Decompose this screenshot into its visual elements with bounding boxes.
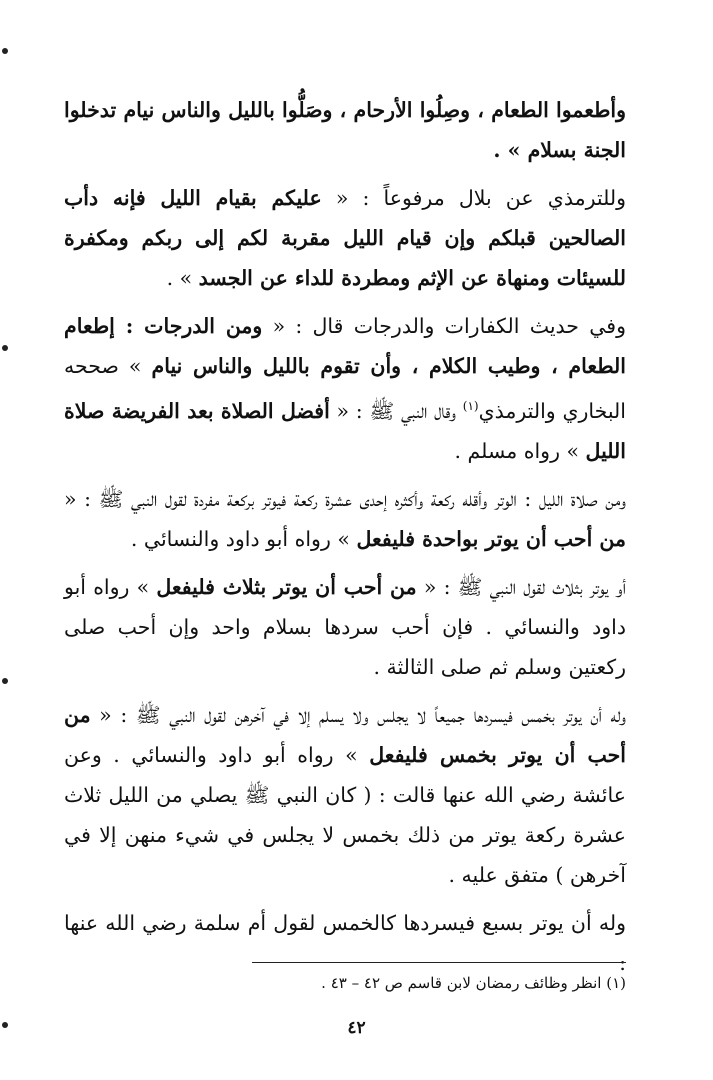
page-number: ٤٢ <box>347 1018 366 1038</box>
paragraph <box>64 567 626 687</box>
footnote: (١) انظر وظائف رمضان لابن قاسم ص ٤٢ – ٤٣ . <box>321 974 626 992</box>
hadith-quote: أفضل الصلاة بعد الفريضة صلاة الليل <box>64 398 626 463</box>
footnote-divider <box>252 962 626 963</box>
margin-mark <box>2 678 8 684</box>
hadith-quote: وأطعموا الطعام ، وصِلُوا الأرحام ، وصَلُّوا بالليل والناس نيام تدخلوا الجنة بسلام » . <box>64 98 626 162</box>
hadith-quote: من أحب أن يوتر بثلاث فليفعل <box>156 574 417 599</box>
hadith-quote: من أحب أن يوتر بخمس فليفعل <box>64 702 626 767</box>
margin-mark <box>2 48 8 54</box>
text-run: » رواه أبو داود والنسائي . <box>130 526 357 551</box>
text-run: » رواه مسلم . <box>454 438 586 463</box>
paragraph <box>64 479 626 559</box>
text-run: » رواه أبو داود والنسائي . فإن أحب سردها بسلام واحد وإن أحب صلى ركعتين وسلم ثم صلى الثالثة . <box>64 574 626 679</box>
text-run: » صححه البخاري والترمذي <box>64 354 626 423</box>
text-run: » . <box>166 266 199 290</box>
text-run: أو يوتر بثلاث لقول النبي ﷺ : « <box>416 574 626 599</box>
text-run: » رواه أبو داود والنسائي . وعن عائشة رضي الله عنها قالت : ( كان النبي ﷺ يصلي من الليل ثلاث عشرة ركعة يوتر من ذلك بخمس لا يجلس في شيء منهن إلا في آخرهن ) متفق عليه . <box>64 742 626 887</box>
paragraph <box>64 178 626 298</box>
text-run: ومن صلاة الليل : الوتر وأقله ركعة وأكثره إحدى عشرة ركعة فيوتر بركعة مفردة لقول النبي ﷺ : « <box>64 486 626 511</box>
text-run: وفي حديث الكفارات والدرجات قال : « <box>262 314 626 338</box>
text-run: وللترمذي عن بلال مرفوعاً : « <box>321 186 626 210</box>
hadith-quote: عليكم بقيام الليل فإنه دأب الصالحين قبلكم وإن قيام الليل مقربة لكم إلى ربكم ومكفرة للسيئات ومنهاة عن الإثم ومطردة للداء عن الجسد <box>64 186 626 290</box>
page-body <box>64 90 626 983</box>
footnote-ref: (١) <box>462 399 479 413</box>
text-run: وله أن يوتر بسبع فيسردها كالخمس لقول أم سلمة رضي الله عنها : <box>64 910 626 975</box>
hadith-quote: من أحب أن يوتر بواحدة فليفعل <box>356 526 626 551</box>
paragraph <box>64 90 626 170</box>
paragraph <box>64 695 626 895</box>
hadith-quote: ومن الدرجات : إطعام الطعام ، وطيب الكلام ، وأن تقوم بالليل والناس نيام <box>64 314 626 378</box>
text-run: وله أن يوتر بخمس فيسردها جميعاً لا يجلس ولا يسلم إلا في آخرهن لقول النبي ﷺ : « <box>90 702 626 727</box>
margin-mark <box>2 345 8 351</box>
text-run: وقال النبي ﷺ : « <box>329 398 463 423</box>
margin-mark <box>2 1022 8 1028</box>
paragraph <box>64 306 626 471</box>
